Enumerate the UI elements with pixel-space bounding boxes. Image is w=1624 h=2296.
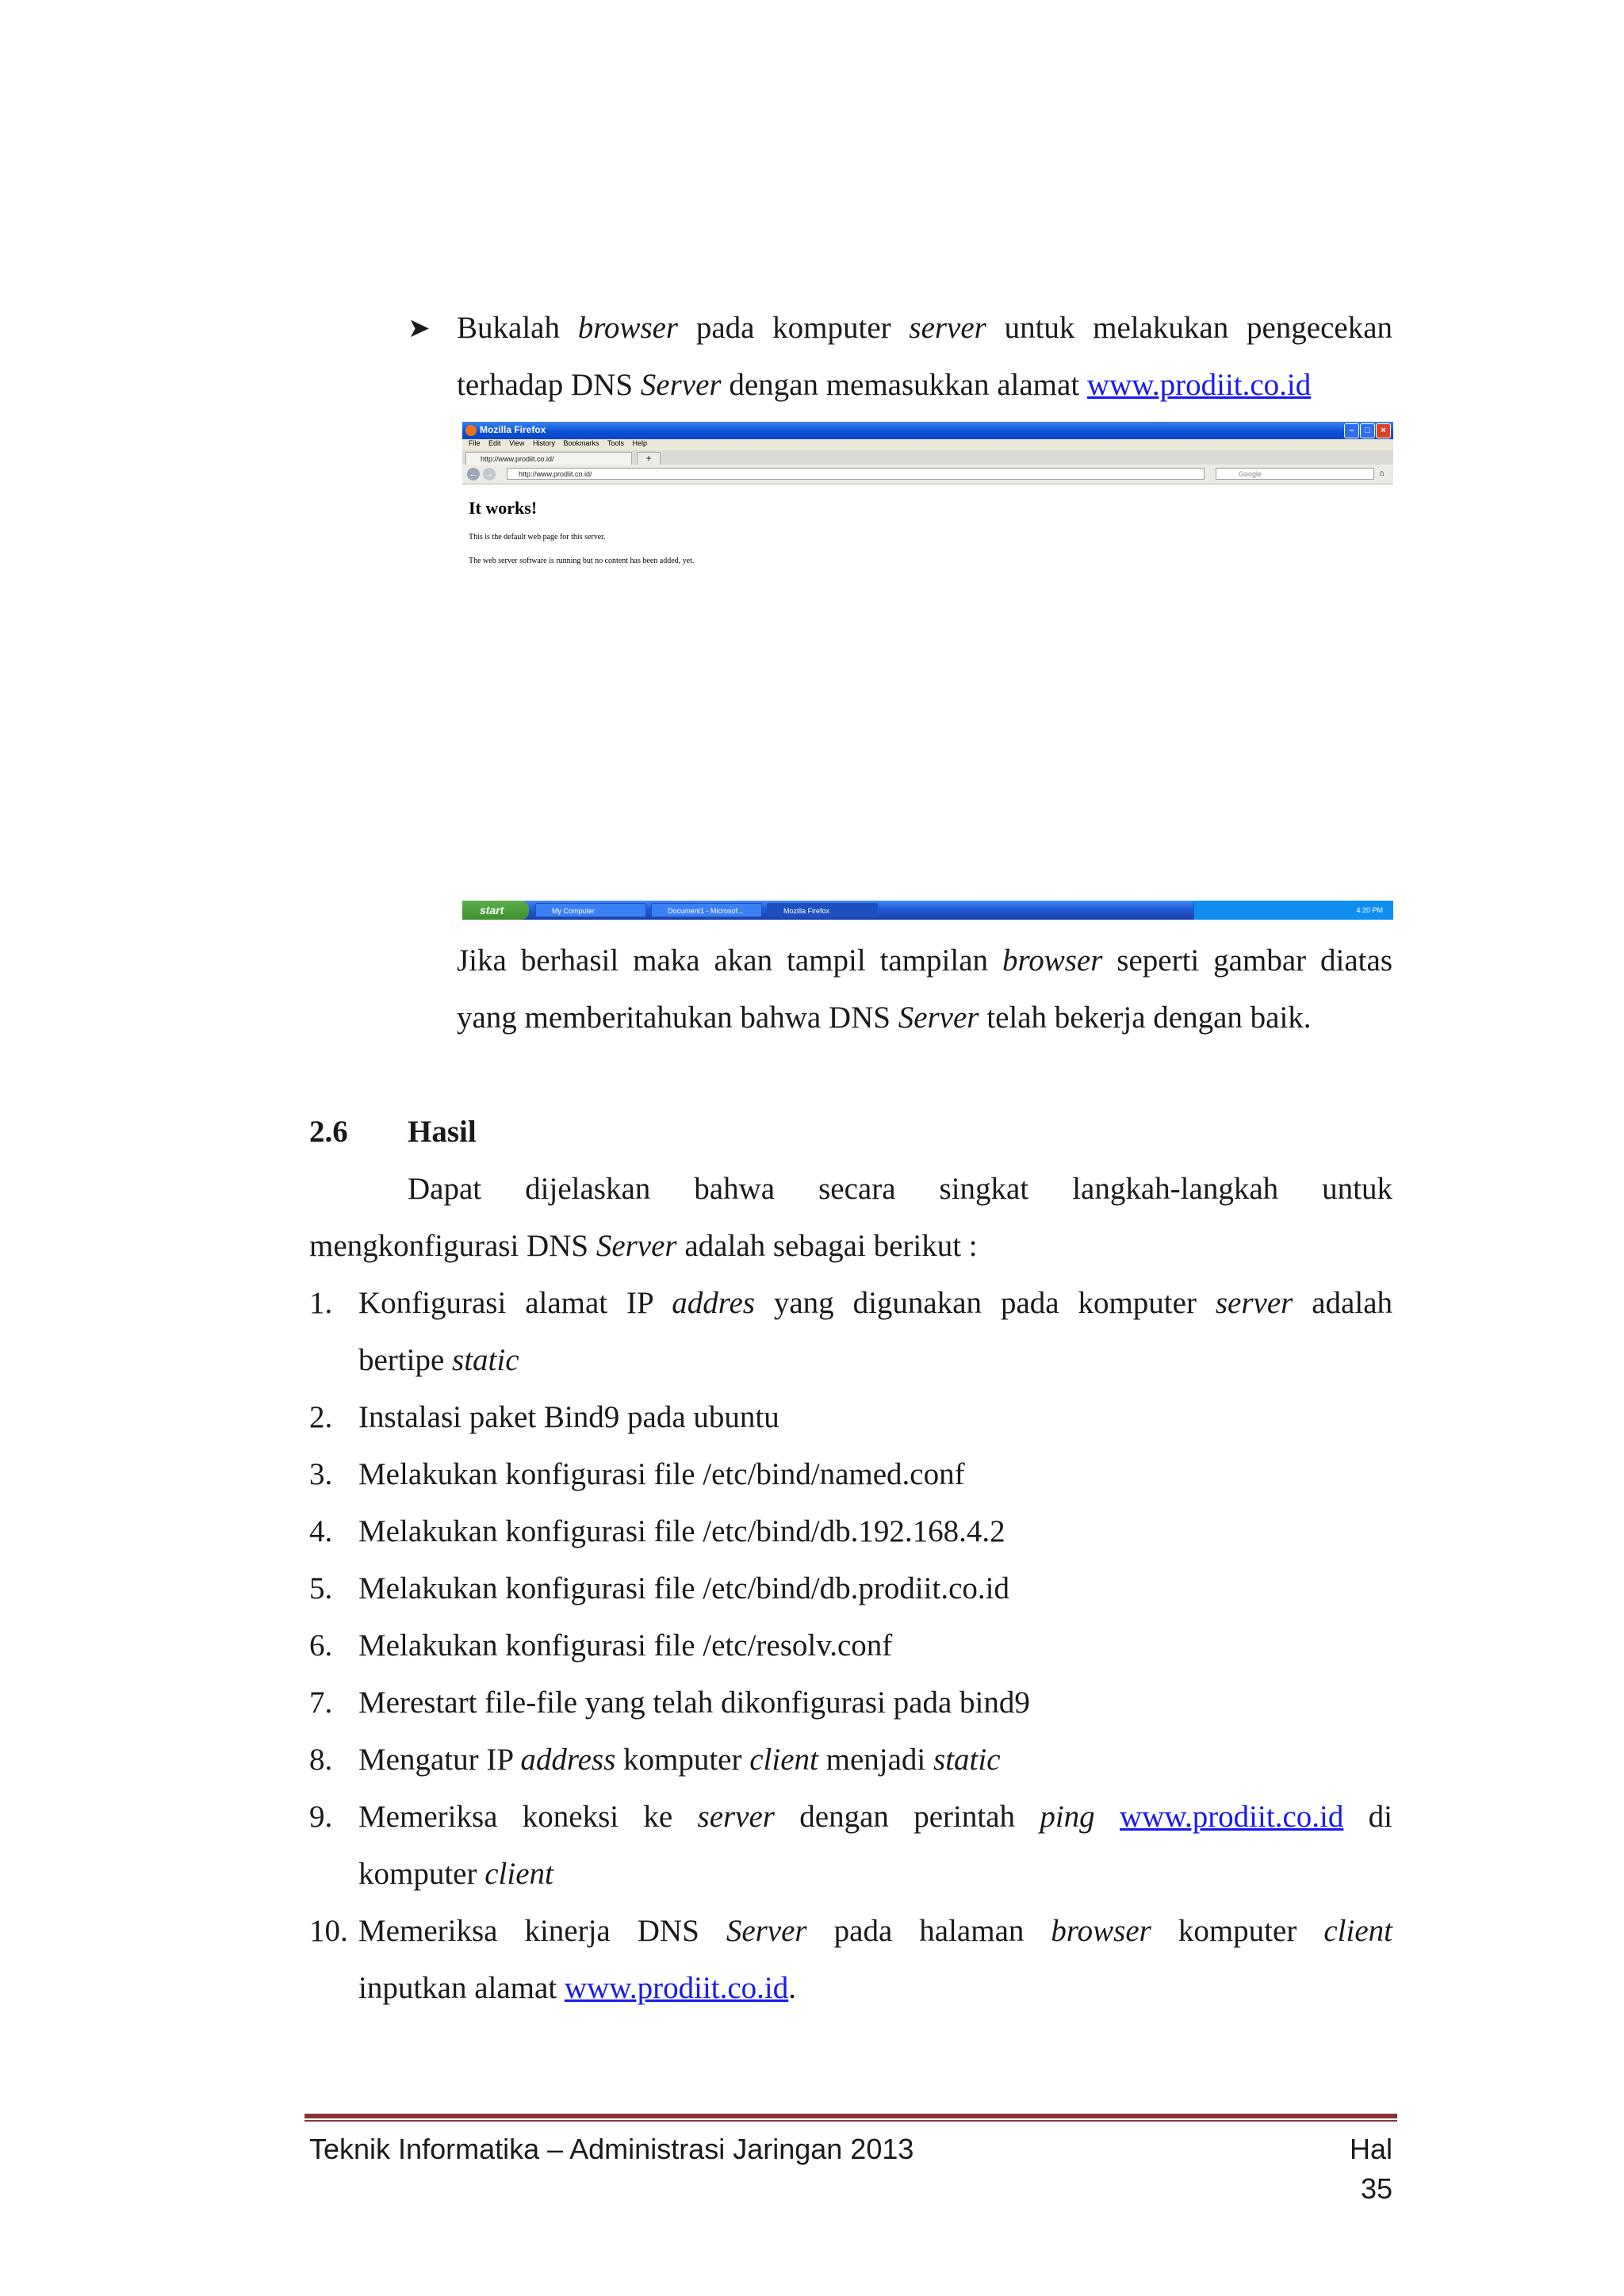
footer-title: Teknik Informatika – Administrasi Jaringan 2013	[309, 2133, 914, 2165]
windows-taskbar	[462, 901, 1393, 920]
window-title: Mozilla Firefox	[480, 424, 546, 435]
list-item: Melakukan konfigurasi file /etc/bind/db.prodiit.co.id	[358, 1571, 1009, 1605]
list-item: Melakukan konfigurasi file /etc/bind/db.192.168.4.2	[358, 1514, 1005, 1548]
list-number: 1.	[309, 1286, 333, 1320]
firefox-icon	[465, 425, 477, 436]
section-paragraph-line-2: mengkonfigurasi DNS Server adalah sebagai berikut :	[309, 1229, 978, 1263]
menu-file[interactable]: File	[469, 439, 481, 447]
menu-edit[interactable]: Edit	[488, 439, 501, 447]
list-number: 7.	[309, 1686, 333, 1720]
browser-tab[interactable]: http://www.prodiit.co.id/	[465, 452, 632, 465]
menu-history[interactable]: History	[532, 439, 555, 447]
start-button[interactable]: start	[462, 901, 529, 920]
list-item: Merestart file-file yang telah dikonfigurasi pada bind9	[358, 1686, 1030, 1720]
footer-rule	[304, 2114, 1397, 2118]
menu-bookmarks[interactable]: Bookmarks	[563, 439, 599, 447]
prodiit-link[interactable]: www.prodiit.co.id	[564, 1971, 789, 2005]
menu-tools[interactable]: Tools	[607, 439, 625, 447]
list-number: 5.	[309, 1571, 333, 1605]
navigation-bar	[462, 465, 1393, 484]
list-number: 3.	[309, 1457, 333, 1491]
section-paragraph-line-1: Dapat dijelaskan bahwa secara singkat langkah-langkah untuk	[408, 1172, 1392, 1206]
list-item: Melakukan konfigurasi file /etc/bind/named.conf	[358, 1457, 965, 1491]
list-item: Melakukan konfigurasi file /etc/resolv.conf	[358, 1628, 893, 1663]
tray-clock: 4:20 PM	[1356, 906, 1383, 914]
list-number: 4.	[309, 1514, 333, 1548]
page-heading: It works!	[469, 498, 538, 518]
intro-line-1: Bukalah browser pada komputer server untuk melakukan pengecekan	[457, 311, 1393, 345]
prodiit-link[interactable]: www.prodiit.co.id	[1119, 1800, 1344, 1834]
menu-help[interactable]: Help	[632, 439, 648, 447]
page-paragraph-1: This is the default web page for this server.	[469, 533, 606, 541]
list-item-continuation: bertipe static	[358, 1343, 519, 1377]
result-line-1: Jika berhasil maka akan tampil tampilan browser seperti gambar diatas	[457, 943, 1393, 978]
section-title: Hasil	[408, 1115, 477, 1149]
back-icon[interactable]: ←	[467, 468, 480, 480]
list-number: 8.	[309, 1743, 333, 1777]
close-icon[interactable]: ×	[1376, 423, 1391, 438]
list-item: Mengatur IP address komputer client menjadi static	[358, 1743, 1001, 1777]
list-number: 6.	[309, 1628, 333, 1663]
taskbar-item-my-computer[interactable]: My Computer	[535, 903, 646, 917]
list-item-continuation: inputkan alamat www.prodiit.co.id.	[358, 1971, 797, 2005]
list-item: Konfigurasi alamat IP addres yang digunakan pada komputer server adalah	[358, 1286, 1393, 1320]
window-titlebar	[462, 422, 1393, 439]
section-number: 2.6	[309, 1115, 348, 1149]
maximize-icon[interactable]: □	[1360, 423, 1375, 438]
list-item-continuation: komputer client	[358, 1857, 553, 1891]
new-tab-icon[interactable]: +	[637, 452, 661, 465]
result-line-2: yang memberitahukan bahwa DNS Server telah bekerja dengan baik.	[457, 1001, 1312, 1035]
page-paragraph-2: The web server software is running but no content has been added, yet.	[469, 557, 695, 565]
list-item: Memeriksa kinerja DNS Server pada halaman browser komputer client	[358, 1914, 1392, 1948]
list-number: 9.	[309, 1800, 333, 1834]
list-number: 10.	[309, 1914, 348, 1948]
home-icon[interactable]: ⌂	[1379, 469, 1385, 478]
footer-rule-thin	[304, 2120, 1397, 2122]
list-item: Memeriksa koneksi ke server dengan perintah ping www.prodiit.co.id di	[358, 1800, 1392, 1834]
search-box[interactable]: Google	[1216, 468, 1374, 480]
menu-view[interactable]: View	[509, 439, 525, 447]
taskbar-item-firefox[interactable]: Mozilla Firefox	[767, 903, 878, 917]
forward-icon[interactable]: →	[483, 468, 496, 480]
system-tray	[1193, 901, 1393, 920]
page-number: Hal 35	[1349, 2133, 1392, 2205]
tab-bar	[462, 450, 1393, 465]
list-number: 2.	[309, 1400, 333, 1434]
browser-screenshot	[462, 422, 1393, 920]
address-bar[interactable]: http://www.prodiit.co.id/	[507, 468, 1205, 480]
menu-bar	[462, 439, 1393, 450]
taskbar-item-document[interactable]: Document1 - Microsof...	[651, 903, 762, 917]
intro-line-2: terhadap DNS Server dengan memasukkan alamat www.prodiit.co.id	[457, 368, 1312, 402]
arrow-bullet-icon: ➤	[408, 312, 431, 344]
prodiit-link[interactable]: www.prodiit.co.id	[1086, 368, 1312, 402]
minimize-icon[interactable]: –	[1344, 423, 1359, 438]
list-item: Instalasi paket Bind9 pada ubuntu	[358, 1400, 779, 1434]
